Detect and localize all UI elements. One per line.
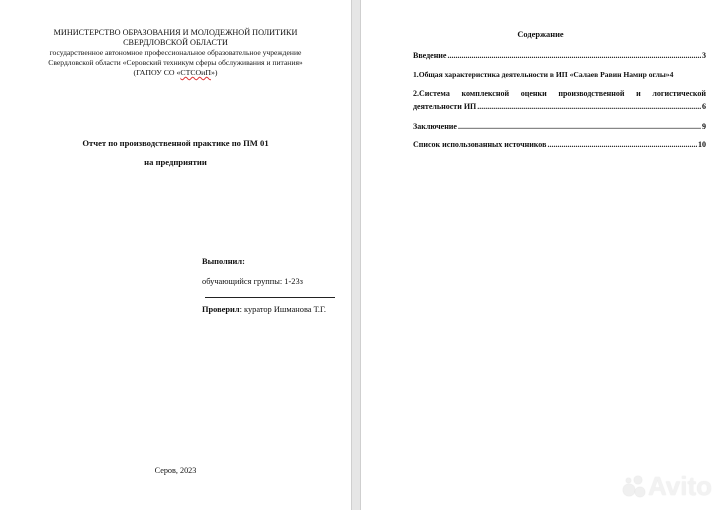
ministry-line-1: МИНИСТЕРСТВО ОБРАЗОВАНИЯ И МОЛОДЕЖНОЙ ПОЛИТИКИ (53, 28, 298, 37)
signature-line (205, 297, 335, 298)
avito-wordmark: Avito (647, 471, 712, 501)
performed-label: Выполнил: (202, 257, 245, 266)
org-line-2: Свердловской области «Серовский техникум сферы обслуживания и питания» (48, 58, 303, 67)
toc-title-line-1: 2.Система комплексной оценки производственной и логистической (413, 89, 706, 98)
checked-label: Проверил (202, 305, 240, 314)
toc-page: 6 (702, 102, 706, 111)
checked-by (202, 305, 326, 314)
toc-title: Список использованных источников (413, 140, 547, 149)
page-divider (351, 0, 361, 510)
report-subtitle: на предприятии (144, 157, 207, 167)
toc-entry (413, 122, 706, 131)
toc-entry (413, 70, 706, 79)
org-abbr-suffix: ») (210, 68, 218, 77)
title-page (0, 0, 351, 510)
org-abbr-prefix: (ГАПОУ СО « (133, 68, 181, 77)
toc-page: 9 (702, 122, 706, 131)
report-title: Отчет по производственной практике по ПМ 01 (82, 138, 269, 148)
avito-watermark (623, 471, 712, 502)
toc-title: Заключение (413, 122, 457, 131)
toc-title: Введение (413, 51, 447, 60)
org-abbreviation (0, 68, 351, 78)
toc-entry (413, 89, 706, 111)
toc-page: 3 (702, 51, 706, 60)
toc-entry (413, 51, 706, 60)
org-line-1: государственное автономное профессиональное образовательное учреждение (49, 48, 302, 57)
ministry-line-2: СВЕРДЛОВСКОЙ ОБЛАСТИ (123, 38, 228, 47)
toc-page: 4 (669, 70, 674, 79)
contents-heading: Содержание (517, 30, 564, 39)
toc-title: 1.Общая характеристика деятельности в ИП «Салаев Равин Намир оглы» (413, 70, 670, 79)
toc-entry (413, 140, 706, 149)
avito-logo-icon (623, 476, 645, 498)
toc-title-line-2: деятельности ИП (413, 102, 477, 111)
org-abbr-core: СТСОиП (180, 68, 211, 77)
checked-value: : куратор Ишманова Т.Г. (239, 305, 326, 314)
toc-page: 10 (698, 140, 706, 149)
city-year: Серов, 2023 (154, 466, 197, 475)
contents-page (361, 0, 720, 510)
student-group: обучающийся группы: 1-23з (202, 277, 303, 286)
